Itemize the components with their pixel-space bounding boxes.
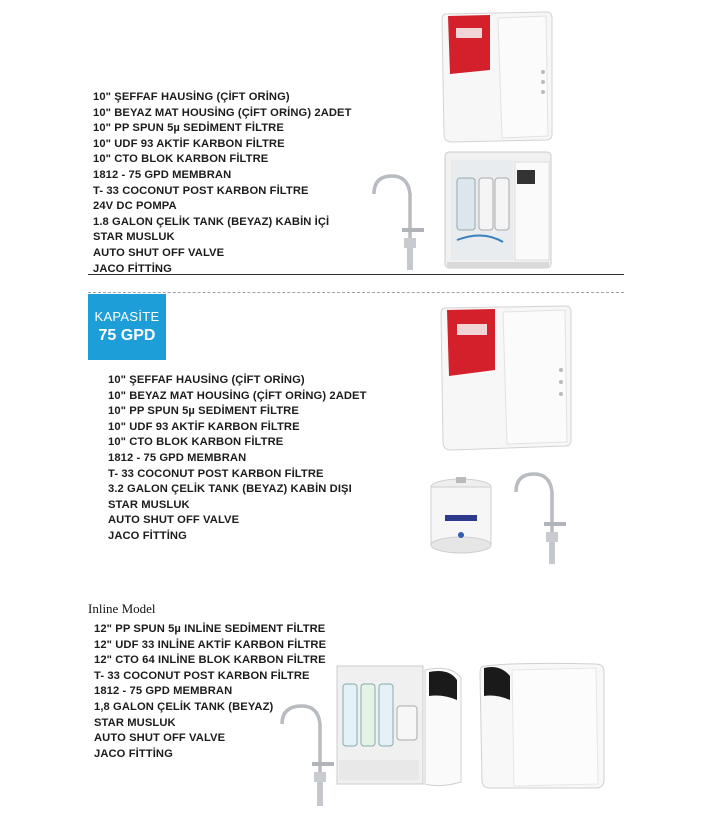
spec-item: 24V DC POMPA (93, 200, 177, 213)
spec-item: AUTO SHUT OFF VALVE (94, 732, 226, 745)
spec-item: AUTO SHUT OFF VALVE (108, 514, 240, 527)
cabinet-closed-image (438, 10, 556, 145)
spec-item: 1812 - 75 GPD MEMBRAN (93, 168, 232, 181)
faucet-image (510, 470, 576, 566)
spec-item: STAR MUSLUK (108, 498, 190, 511)
spec-item: T- 33 COCONUT POST KARBON FİLTRE (108, 467, 324, 480)
water-tank-image (425, 475, 497, 561)
section-divider (88, 274, 624, 275)
spec-item: JACO FİTTİNG (108, 529, 187, 542)
spec-item: 10" BEYAZ MAT HOUSİNG (ÇİFT ORİNG) 2ADET (108, 389, 367, 402)
spec-item: T- 33 COCONUT POST KARBON FİLTRE (94, 669, 310, 682)
spec-item: 12" PP SPUN 5µ INLİNE SEDİMENT FİLTRE (94, 623, 326, 635)
section-divider-dashed (88, 292, 624, 293)
spec-item: 10" UDF 93 AKTİF KARBON FİLTRE (108, 420, 300, 433)
spec-item: JACO FİTTİNG (93, 262, 172, 275)
spec-item: AUTO SHUT OFF VALVE (93, 246, 225, 259)
capacity-title: KAPASİTE (94, 309, 160, 324)
spec-item: 10" PP SPUN 5µ SEDİMENT FİLTRE (108, 405, 299, 418)
spec-list-external-tank (108, 373, 367, 545)
faucet-image (368, 172, 438, 272)
spec-item: 1812 - 75 GPD MEMBRAN (94, 685, 233, 698)
spec-item: 1812 - 75 GPD MEMBRAN (108, 451, 247, 464)
spec-item: 10" CTO BLOK KARBON FİLTRE (93, 153, 269, 166)
cabinet-open-image (443, 150, 555, 272)
spec-item: 10" BEYAZ MAT HOUSİNG (ÇİFT ORİNG) 2ADET (93, 106, 352, 119)
inline-cabinet-open-image (333, 660, 469, 792)
spec-item: 10" PP SPUN 5µ SEDİMENT FİLTRE (93, 122, 284, 135)
spec-item: JACO FİTTİNG (94, 747, 173, 760)
spec-item: 10" CTO BLOK KARBON FİLTRE (108, 436, 284, 449)
spec-item: 10" UDF 93 AKTİF KARBON FİLTRE (93, 137, 285, 150)
inline-model-heading: Inline Model (88, 601, 156, 616)
spec-item: T- 33 COCONUT POST KARBON FİLTRE (93, 184, 309, 197)
capacity-value: 75 GPD (98, 327, 156, 344)
spec-item: 1,8 GALON ÇELİK TANK (BEYAZ) (94, 700, 274, 713)
spec-item: 3.2 GALON ÇELİK TANK (BEYAZ) KABİN DIŞI (108, 483, 352, 496)
spec-item: 12" CTO 64 INLİNE BLOK KARBON FİLTRE (94, 654, 326, 667)
spec-item: STAR MUSLUK (94, 716, 176, 729)
spec-list-cabinet-pump (93, 90, 352, 277)
inline-cabinet-closed-image (476, 660, 608, 792)
cabinet-closed-image (437, 304, 575, 452)
spec-item: 1.8 GALON ÇELİK TANK (BEYAZ) KABİN İÇİ (93, 215, 330, 228)
spec-item: 10" ŞEFFAF HAUSİNG (ÇİFT ORİNG) (108, 374, 305, 386)
capacity-badge (88, 294, 166, 360)
spec-item: STAR MUSLUK (93, 231, 175, 244)
spec-item: 10" ŞEFFAF HAUSİNG (ÇİFT ORİNG) (93, 91, 290, 103)
spec-item: 12" UDF 33 INLİNE AKTİF KARBON FİLTRE (94, 638, 327, 651)
